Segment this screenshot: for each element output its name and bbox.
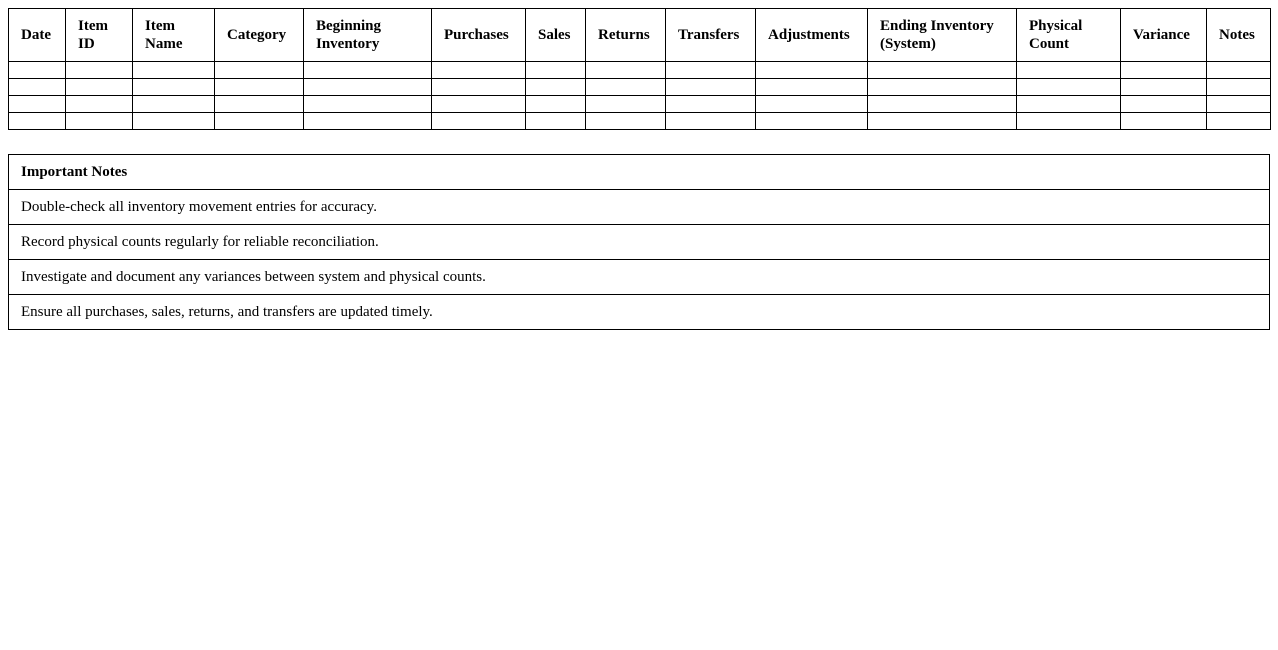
table-row bbox=[9, 79, 1271, 96]
column-header-category: Category bbox=[215, 9, 304, 62]
table-cell[interactable] bbox=[666, 113, 756, 130]
table-cell[interactable] bbox=[868, 79, 1017, 96]
table-cell[interactable] bbox=[215, 113, 304, 130]
column-header-date: Date bbox=[9, 9, 66, 62]
table-cell[interactable] bbox=[1017, 62, 1121, 79]
table-cell[interactable] bbox=[304, 113, 432, 130]
table-cell[interactable] bbox=[1121, 96, 1207, 113]
note-row bbox=[9, 190, 1270, 225]
table-cell[interactable] bbox=[215, 96, 304, 113]
table-cell[interactable] bbox=[868, 62, 1017, 79]
table-row bbox=[9, 113, 1271, 130]
column-header-ending-inventory-system: Ending Inventory (System) bbox=[868, 9, 1017, 62]
table-cell[interactable] bbox=[1017, 96, 1121, 113]
note-row bbox=[9, 295, 1270, 330]
note-item: Double-check all inventory movement entries for accuracy. bbox=[9, 190, 1270, 225]
table-cell[interactable] bbox=[9, 62, 66, 79]
table-cell[interactable] bbox=[756, 113, 868, 130]
table-cell[interactable] bbox=[586, 113, 666, 130]
table-cell[interactable] bbox=[1207, 96, 1271, 113]
column-header-beginning-inventory: Beginning Inventory bbox=[304, 9, 432, 62]
table-cell[interactable] bbox=[66, 79, 133, 96]
table-cell[interactable] bbox=[1121, 62, 1207, 79]
note-row bbox=[9, 225, 1270, 260]
column-header-variance: Variance bbox=[1121, 9, 1207, 62]
table-cell[interactable] bbox=[133, 79, 215, 96]
table-cell[interactable] bbox=[666, 96, 756, 113]
table-cell[interactable] bbox=[586, 62, 666, 79]
table-cell[interactable] bbox=[526, 62, 586, 79]
table-cell[interactable] bbox=[432, 62, 526, 79]
table-cell[interactable] bbox=[1207, 113, 1271, 130]
table-cell[interactable] bbox=[432, 113, 526, 130]
inventory-table bbox=[8, 8, 1271, 130]
table-cell[interactable] bbox=[304, 62, 432, 79]
table-cell[interactable] bbox=[66, 62, 133, 79]
note-item: Investigate and document any variances between system and physical counts. bbox=[9, 260, 1270, 295]
table-cell[interactable] bbox=[133, 62, 215, 79]
table-cell[interactable] bbox=[432, 79, 526, 96]
table-cell[interactable] bbox=[868, 96, 1017, 113]
table-cell[interactable] bbox=[1207, 62, 1271, 79]
table-cell[interactable] bbox=[66, 113, 133, 130]
table-cell[interactable] bbox=[432, 96, 526, 113]
column-header-item-name: Item Name bbox=[133, 9, 215, 62]
table-cell[interactable] bbox=[756, 79, 868, 96]
table-cell[interactable] bbox=[666, 79, 756, 96]
column-header-item-id: Item ID bbox=[66, 9, 133, 62]
table-cell[interactable] bbox=[215, 79, 304, 96]
note-item: Ensure all purchases, sales, returns, and transfers are updated timely. bbox=[9, 295, 1270, 330]
table-cell[interactable] bbox=[868, 113, 1017, 130]
table-cell[interactable] bbox=[526, 113, 586, 130]
table-cell[interactable] bbox=[586, 79, 666, 96]
column-header-sales: Sales bbox=[526, 9, 586, 62]
table-cell[interactable] bbox=[1017, 113, 1121, 130]
table-cell[interactable] bbox=[666, 62, 756, 79]
table-header-row bbox=[9, 9, 1271, 62]
table-cell[interactable] bbox=[526, 79, 586, 96]
table-cell[interactable] bbox=[526, 96, 586, 113]
table-cell[interactable] bbox=[133, 96, 215, 113]
table-row bbox=[9, 96, 1271, 113]
table-cell[interactable] bbox=[9, 79, 66, 96]
table-cell[interactable] bbox=[9, 113, 66, 130]
table-cell[interactable] bbox=[66, 96, 133, 113]
table-cell[interactable] bbox=[215, 62, 304, 79]
table-cell[interactable] bbox=[1207, 79, 1271, 96]
table-cell[interactable] bbox=[9, 96, 66, 113]
notes-title: Important Notes bbox=[9, 155, 1270, 190]
table-cell[interactable] bbox=[586, 96, 666, 113]
table-cell[interactable] bbox=[1017, 79, 1121, 96]
table-body bbox=[9, 62, 1271, 130]
table-cell[interactable] bbox=[133, 113, 215, 130]
column-header-transfers: Transfers bbox=[666, 9, 756, 62]
table-cell[interactable] bbox=[1121, 113, 1207, 130]
notes-title-row bbox=[9, 155, 1270, 190]
note-item: Record physical counts regularly for reliable reconciliation. bbox=[9, 225, 1270, 260]
column-header-adjustments: Adjustments bbox=[756, 9, 868, 62]
column-header-purchases: Purchases bbox=[432, 9, 526, 62]
table-cell[interactable] bbox=[756, 62, 868, 79]
column-header-returns: Returns bbox=[586, 9, 666, 62]
important-notes-table bbox=[8, 154, 1270, 330]
column-header-physical-count: Physical Count bbox=[1017, 9, 1121, 62]
column-header-notes: Notes bbox=[1207, 9, 1271, 62]
table-cell[interactable] bbox=[756, 96, 868, 113]
table-cell[interactable] bbox=[304, 79, 432, 96]
table-cell[interactable] bbox=[1121, 79, 1207, 96]
table-cell[interactable] bbox=[304, 96, 432, 113]
note-row bbox=[9, 260, 1270, 295]
table-row bbox=[9, 62, 1271, 79]
